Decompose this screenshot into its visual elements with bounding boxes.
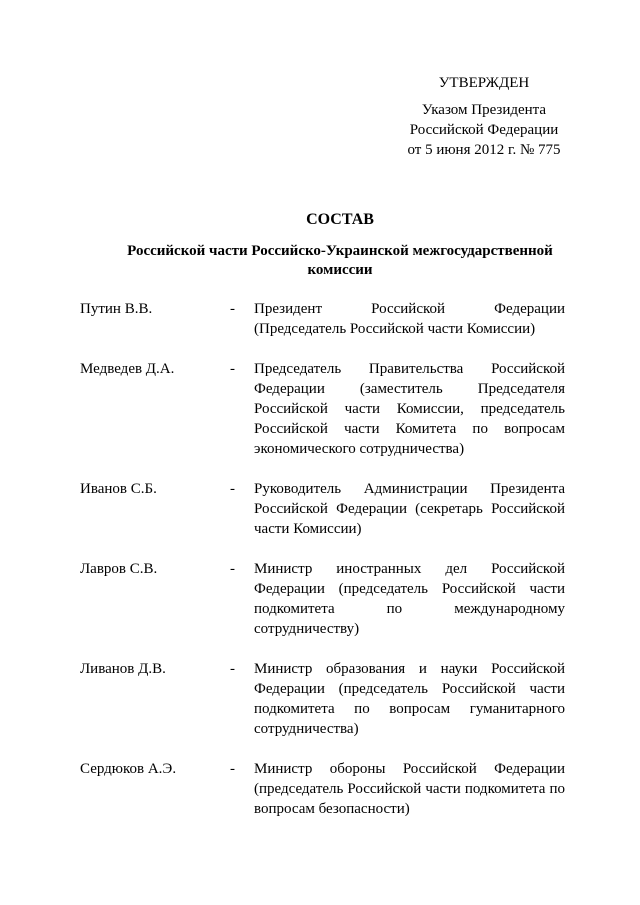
member-dash: - — [230, 661, 235, 677]
member-row — [80, 299, 565, 339]
member-row — [80, 479, 565, 539]
member-role: Министр образования и науки Российской Федерации (председатель Российской части подкомитета по вопросам гуманитарного сотрудничества) — [254, 661, 565, 737]
approval-line-2: Российской Федерации — [409, 122, 559, 138]
approval-block — [384, 73, 584, 160]
member-name: Иванов С.Б. — [80, 481, 157, 497]
members-list — [80, 299, 565, 839]
member-role: Руководитель Администрации Президента Российской Федерации (секретарь Российской части Комиссии) — [254, 481, 565, 537]
title-block — [60, 210, 620, 280]
member-dash: - — [230, 301, 235, 317]
member-role: Министр обороны Российской Федерации (председатель Российской части подкомитета по вопросам безопасности) — [254, 761, 565, 817]
member-role: Председатель Правительства Российской Федерации (заместитель Председателя Российской части Комиссии, председатель Российской части Комитета по вопросам экономического сотрудничества) — [254, 361, 565, 457]
member-name: Путин В.В. — [80, 301, 153, 317]
member-role: Президент Российской Федерации (Председатель Российской части Комиссии) — [254, 301, 565, 337]
member-name: Ливанов Д.В. — [80, 661, 166, 677]
member-name: Медведев Д.А. — [80, 361, 175, 377]
member-row — [80, 659, 565, 739]
member-row — [80, 559, 565, 639]
approval-stamp: УТВЕРЖДЕН — [438, 75, 530, 91]
member-dash: - — [230, 561, 235, 577]
member-name: Сердюков А.Э. — [80, 761, 177, 777]
member-dash: - — [230, 481, 235, 497]
member-name: Лавров С.В. — [80, 561, 158, 577]
document-title: СОСТАВ — [306, 211, 374, 228]
approval-line-3: от 5 июня 2012 г. № 775 — [407, 142, 561, 158]
member-row — [80, 359, 565, 459]
member-row — [80, 759, 565, 819]
member-dash: - — [230, 761, 235, 777]
document-subtitle: Российской части Российско-Украинской межгосударственной комиссии — [127, 243, 553, 278]
member-role: Министр иностранных дел Российской Федерации (председатель Российской части подкомитета по международному сотрудничеству) — [254, 561, 565, 637]
approval-line-1: Указом Президента — [421, 102, 547, 118]
member-dash: - — [230, 361, 235, 377]
